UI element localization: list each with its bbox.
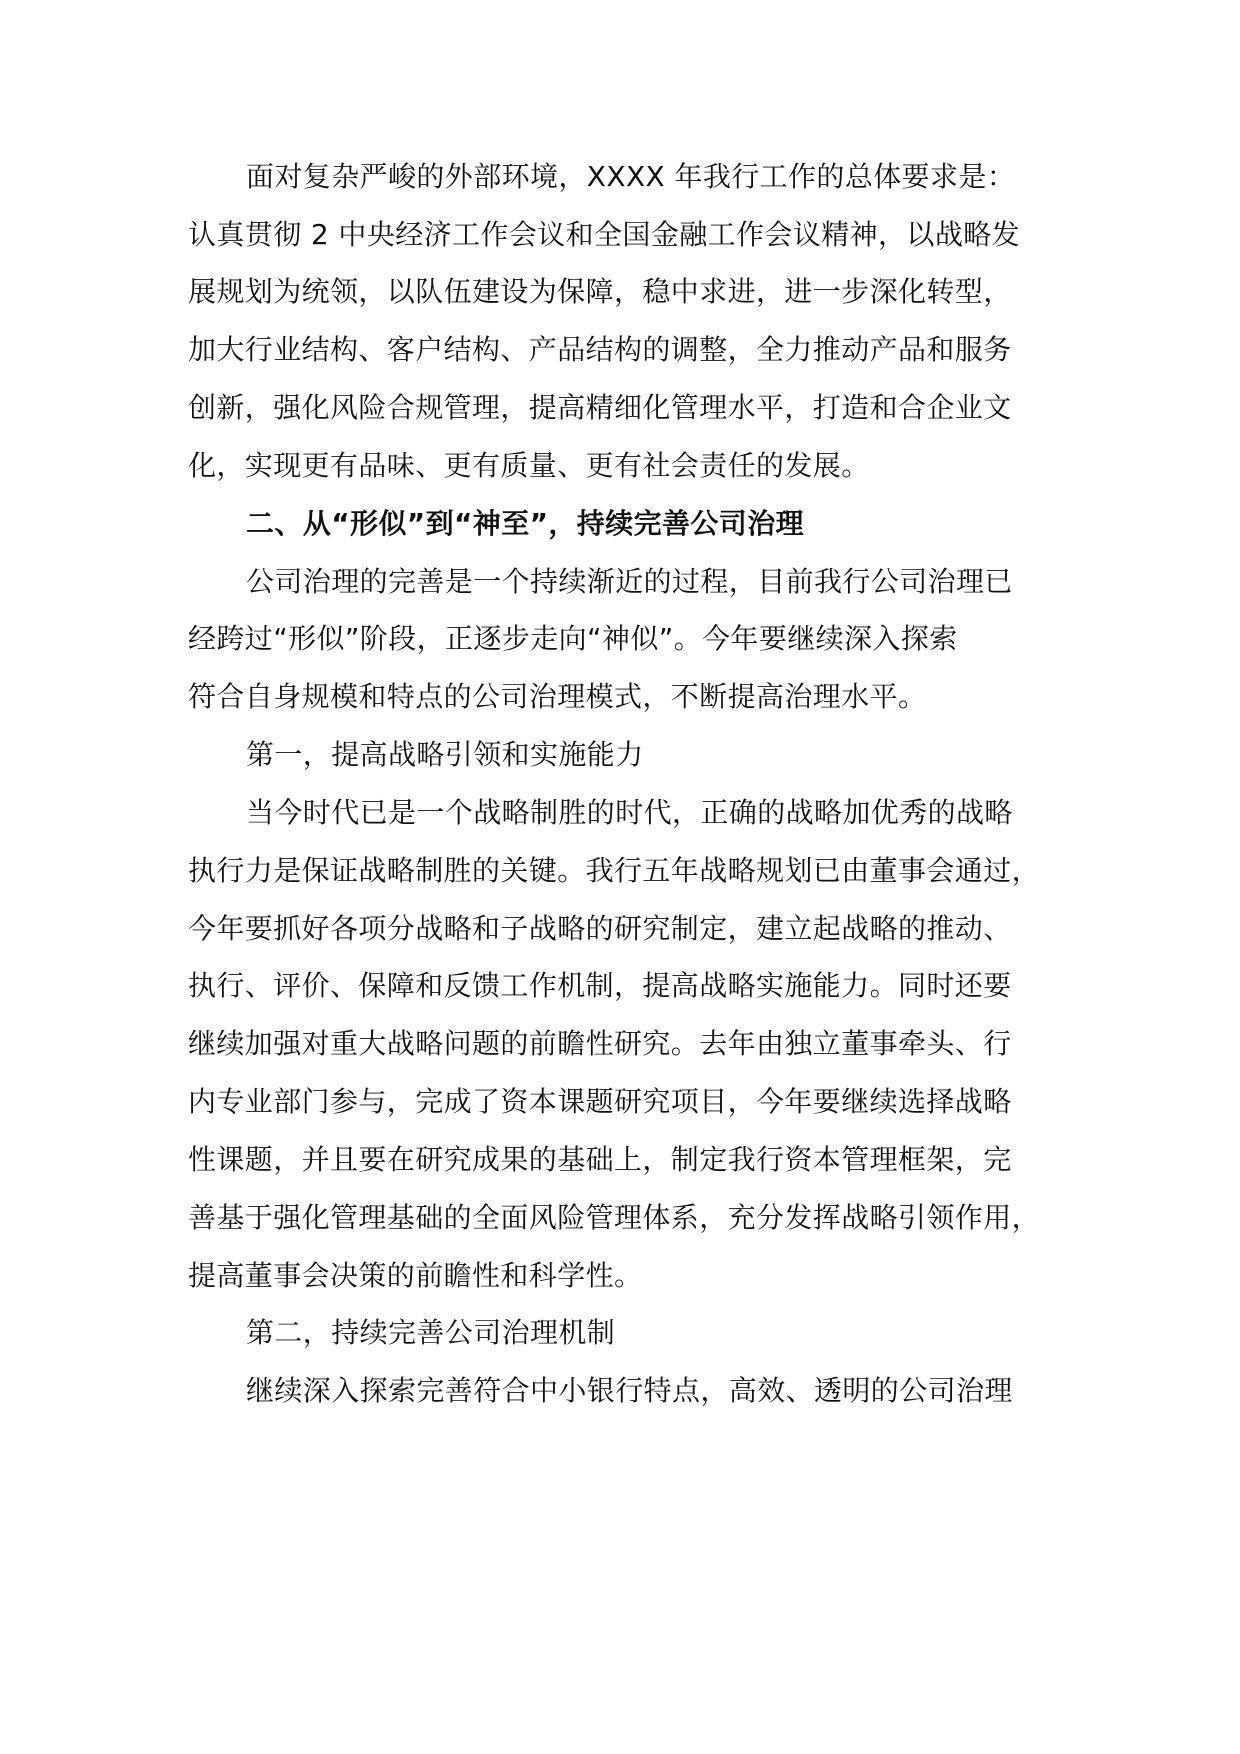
- paragraph-line: 化，实现更有品味、更有质量、更有社会责任的发展。: [188, 449, 870, 482]
- paragraph-line: 创新，强化风险合规管理，提高精细化管理水平，打造和合企业文: [188, 391, 1012, 424]
- subsection-heading: 第二，持续完善公司治理机制: [246, 1316, 616, 1349]
- paragraph-line: 性课题，并且要在研究成果的基础上，制定我行资本管理框架，完: [188, 1143, 1012, 1176]
- paragraph-line: 内专业部门参与，完成了资本课题研究项目，今年要继续选择战略: [188, 1085, 1012, 1118]
- paragraph-line: 提高董事会决策的前瞻性和科学性。: [188, 1259, 643, 1292]
- paragraph-line: 善基于强化管理基础的全面风险管理体系，充分发挥战略引领作用，: [188, 1201, 1041, 1234]
- paragraph-line: 面对复杂严峻的外部环境，XXXX 年我行工作的总体要求是：: [246, 160, 1016, 193]
- paragraph-line: 公司治理的完善是一个持续渐近的过程，目前我行公司治理已: [246, 565, 1013, 598]
- paragraph-line: 加大行业结构、客户结构、产品结构的调整，全力推动产品和服务: [188, 333, 1012, 366]
- paragraph-line: 继续深入探索完善符合中小银行特点，高效、透明的公司治理: [246, 1374, 1013, 1407]
- paragraph-line: 经跨过“形似”阶段，正逐步走向“神似”。今年要继续深入探索: [188, 622, 958, 655]
- paragraph-line: 执行、评价、保障和反馈工作机制，提高战略实施能力。同时还要: [188, 969, 1012, 1002]
- paragraph-line: 继续加强对重大战略问题的前瞻性研究。去年由独立董事牵头、行: [188, 1027, 1012, 1060]
- paragraph-line: 展规划为统领，以队伍建设为保障，稳中求进，进一步深化转型，: [188, 275, 1012, 308]
- subsection-heading: 第一，提高战略引领和实施能力: [246, 738, 644, 771]
- paragraph-line: 当今时代已是一个战略制胜的时代，正确的战略加优秀的战略: [246, 796, 1013, 829]
- section-heading: 二、从“形似”到“神至”，持续完善公司治理: [246, 507, 805, 540]
- paragraph-line: 符合自身规模和特点的公司治理模式，不断提高治理水平。: [188, 680, 927, 713]
- paragraph-line: 执行力是保证战略制胜的关键。我行五年战略规划已由董事会通过，: [188, 854, 1041, 887]
- paragraph-line: 认真贯彻 2 中央经济工作会议和全国金融工作会议精神，以战略发: [188, 218, 1021, 251]
- paragraph-line: 今年要抓好各项分战略和子战略的研究制定，建立起战略的推动、: [188, 912, 1012, 945]
